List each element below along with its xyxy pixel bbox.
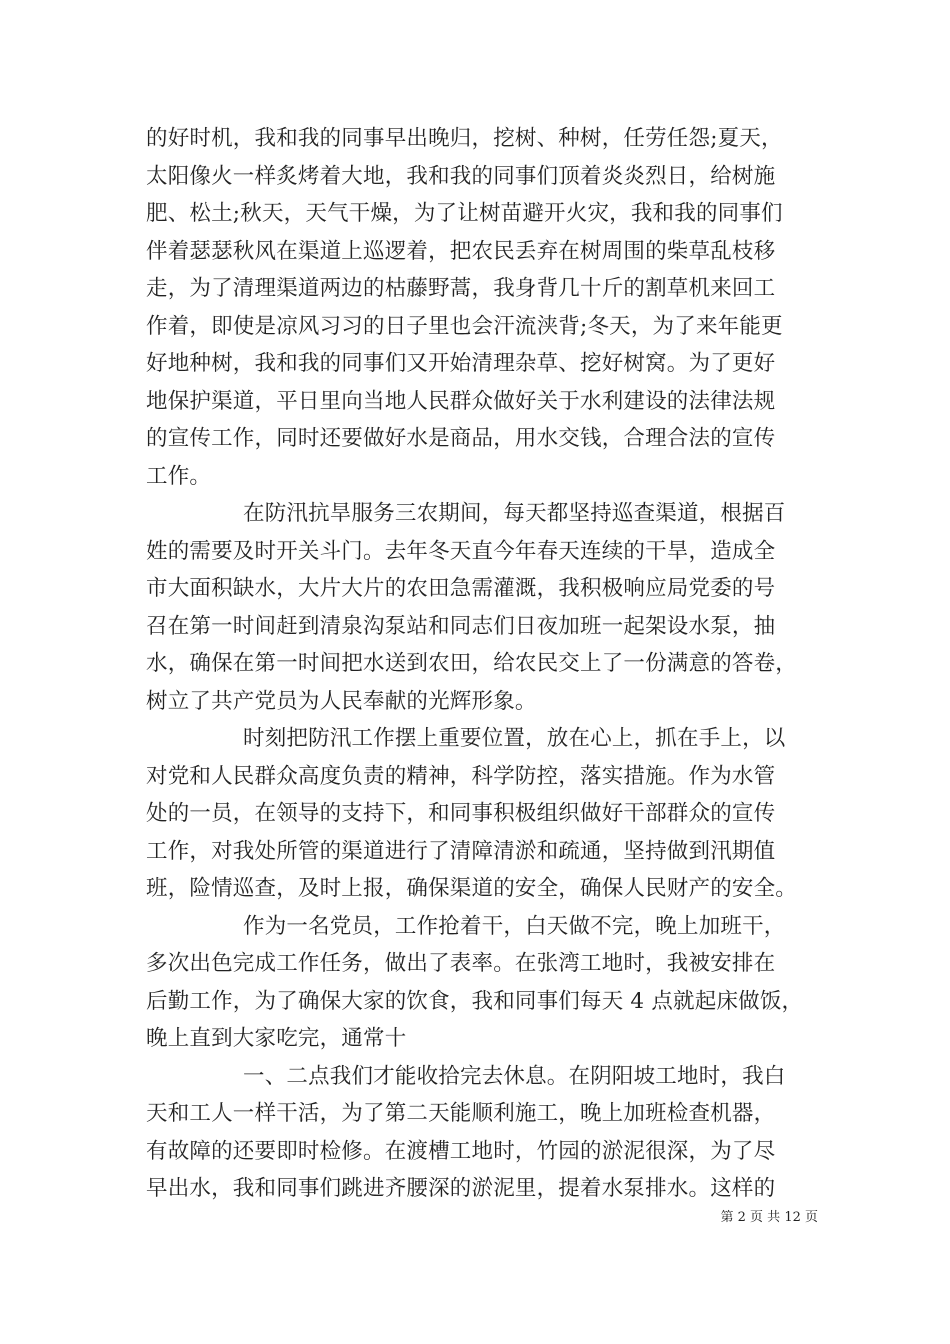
text-line: 肥、松土;秋天，天气干燥，为了让树苗避开火灾，我和我的同事们 (146, 201, 783, 226)
text-line: 有故障的还要即时检修。在渡槽工地时，竹园的淤泥很深，为了尽 (146, 1138, 776, 1164)
text-line: 天和工人一样干活，为了第二天能顺利施工，晚上加班检查机器， (146, 1101, 776, 1126)
page-number: 第 2 页 共 12 页 (720, 1210, 818, 1225)
text-line: 后勤工作，为了确保大家的饮食，我和同事们每天 4 点就起床做饭， (146, 988, 804, 1014)
text-line: 太阳像火一样炙烤着大地，我和我的同事们顶着炎炎烈日，给树施 (146, 163, 776, 189)
paragraph (146, 495, 818, 720)
text-line: 市大面积缺水，大片大片的农田急需灌溉，我积极响应局党委的号 (146, 576, 776, 601)
text-line: 处的一员，在领导的支持下，和同事积极组织做好干部群众的宣传 (146, 801, 776, 826)
text-line: 的好时机，我和我的同事早出晚归，挖树、种树，任劳任怨;夏天， (146, 126, 783, 151)
paragraph (146, 908, 818, 1058)
text-line: 伴着瑟瑟秋风在渠道上巡逻着，把农民丢弃在树周围的柴草乱枝移 (146, 238, 776, 264)
paragraph (146, 720, 818, 908)
text-line: 作着，即使是凉风习习的日子里也会汗流浃背;冬天，为了来年能更 (146, 313, 783, 339)
text-line: 树立了共产党员为人民奉献的光辉形象。 (146, 688, 537, 714)
text-line: 时刻把防汛工作摆上重要位置，放在心上，抓在手上，以 (243, 726, 786, 751)
text-line: 工作，对我处所管的渠道进行了清障清淤和疏通，坚持做到汛期值 (146, 838, 776, 864)
text-line: 早出水，我和同事们跳进齐腰深的淤泥里，提着水泵排水。这样的 (146, 1176, 776, 1201)
text-line: 作为一名党员，工作抢着干，白天做不完，晚上加班干， (243, 913, 786, 939)
text-line: 召在第一时间赶到清泉沟泵站和同志们日夜加班一起架设水泵，抽 (146, 613, 776, 639)
text-line: 水，确保在第一时间把水送到农田，给农民交上了一份满意的答卷， (146, 651, 798, 676)
paragraph (146, 120, 818, 495)
text-line: 姓的需要及时开关斗门。去年冬天直今年春天连续的干旱，造成全 (146, 538, 776, 564)
text-line: 在防汛抗旱服务三农期间，每天都坚持巡查渠道，根据百 (243, 501, 786, 526)
text-line: 晚上直到大家吃完，通常十 (146, 1026, 407, 1051)
text-line: 的宣传工作，同时还要做好水是商品，用水交钱，合理合法的宣传 (146, 426, 776, 451)
text-line: 好地种树，我和我的同事们又开始清理杂草、挖好树窝。为了更好 (146, 351, 776, 376)
text-line: 一、二点我们才能收拾完去休息。在阴阳坡工地时，我白 (243, 1063, 786, 1089)
text-line: 地保护渠道，平日里向当地人民群众做好关于水利建设的法律法规 (146, 388, 776, 414)
text-line: 对党和人民群众高度负责的精神，科学防控，落实措施。作为水管 (146, 763, 776, 789)
text-line: 多次出色完成工作任务，做出了表率。在张湾工地时，我被安排在 (146, 951, 776, 976)
text-line: 班，险情巡查，及时上报，确保渠道的安全，确保人民财产的安全。 (146, 876, 798, 901)
document-body (146, 120, 818, 1208)
text-line: 走，为了清理渠道两边的枯藤野蒿，我身背几十斤的割草机来回工 (146, 276, 776, 301)
paragraph (146, 1058, 818, 1208)
text-line: 工作。 (146, 463, 212, 489)
